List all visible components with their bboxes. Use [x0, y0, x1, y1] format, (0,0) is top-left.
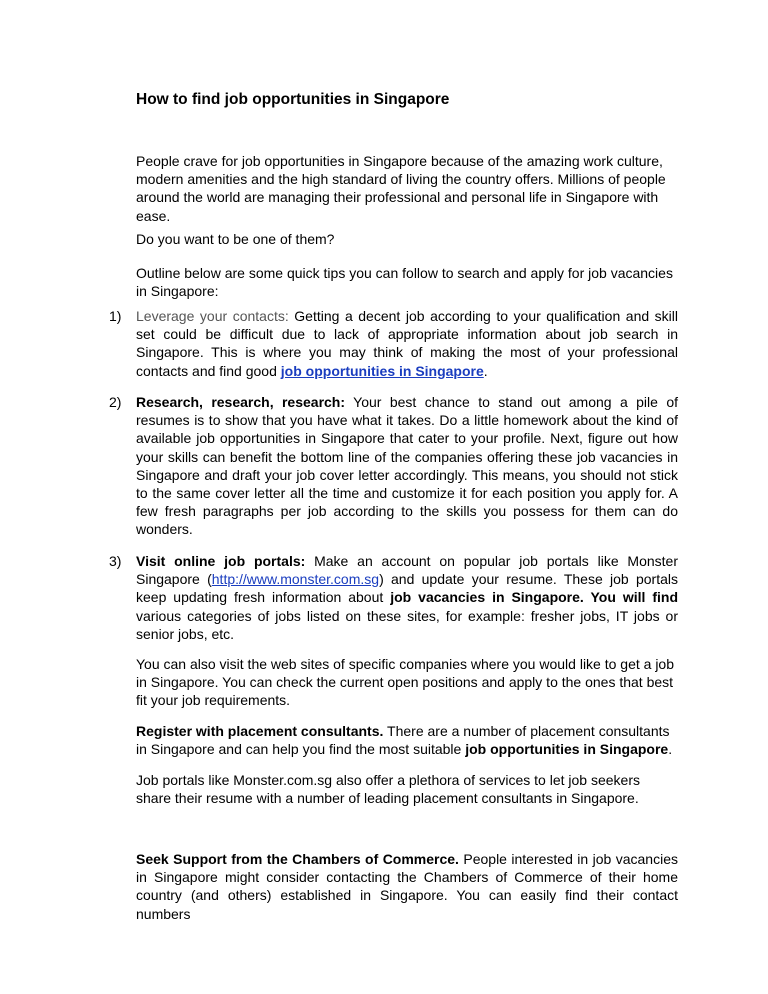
consultants-body: There are a number of placement consultants in Singapore and can help you find the most suitable [136, 723, 670, 758]
item-3-body-b: ) and update your resume. These job portals keep updating fresh information about [136, 571, 678, 606]
list-number-2: 2) [109, 394, 122, 410]
list-item-3 [136, 552, 678, 643]
list-number-1: 1) [109, 308, 122, 324]
chambers-lead: Seek Support from the Chambers of Commerce. [136, 851, 459, 867]
chambers-paragraph [136, 850, 678, 923]
list-number-3: 3) [109, 553, 122, 569]
question-paragraph: Do you want to be one of them? [136, 231, 335, 247]
page-title: How to find job opportunities in Singapore [136, 91, 450, 108]
intro-paragraph: People crave for job opportunities in Singapore because of the amazing work culture, modern amenities and the high standard of living the country offers. Millions of people around the world are managing their professional and personal life in Singapore with ease. [136, 153, 666, 224]
portals-paragraph: Job portals like Monster.com.sg also offer a plethora of services to let job seekers share their resume with a number of leading placement consultants in Singapore. [136, 772, 640, 807]
item-2-body: Your best chance to stand out among a pile of resumes is to show that you have what it takes. Do a little homework about the kind of available job opportunities in Singapore that cater to your profile. Next, figure out how your skills can benefit the bottom line of the companies offering these job vacancies in Singapore and draft your job cover letter accordingly. This means, you should not stick to the same cover letter all the time and customize it for each position you apply for. A few fresh paragraphs per job according to the skills you possess for them can do wonders. [136, 394, 679, 538]
list-item-2 [136, 393, 678, 539]
item-1-lead: Leverage your contacts: [136, 308, 289, 324]
job-opportunities-link[interactable]: job opportunities in Singapore [280, 362, 484, 379]
consultants-bold-tail: job opportunities in Singapore [465, 741, 669, 758]
chambers-body: People interested in job vacancies in Singapore might consider contacting the Chambers of Commerce of their home country (and others) established in Singapore. You can easily find their contact numbers [136, 851, 678, 922]
consultants-lead: Register with placement consultants. [136, 723, 384, 739]
list-item-1 [136, 307, 678, 380]
item-3-bold-mid: job vacancies in Singapore. You will find [390, 589, 679, 606]
monster-url-link[interactable]: http://www.monster.com.sg [211, 571, 380, 588]
item-2-lead: Research, research, research: [136, 394, 346, 410]
item-1-body: Getting a decent job according to your qualification and skill set could be difficult due to lack of appropriate information about job search in Singapore. This is where you may think of making the most of your professional contacts and find good [136, 308, 679, 379]
item-3-body-c: various categories of jobs listed on these sites, for example: fresher jobs, IT jobs or senior jobs, etc. [136, 607, 678, 642]
item-3-body-a: Make an account on popular job portals like Monster Singapore ( [136, 553, 678, 588]
consultants-end: . [668, 741, 673, 758]
outline-paragraph: Outline below are some quick tips you can follow to search and apply for job vacancies in Singapore: [136, 265, 673, 300]
consultants-paragraph [136, 722, 678, 758]
websites-paragraph: You can also visit the web sites of specific companies where you would like to get a job in Singapore. You can check the current open positions and apply to the ones that best fit your job requirements. [136, 656, 675, 709]
item-1-tail: . [483, 362, 488, 379]
item-3-lead: Visit online job portals: [136, 553, 306, 569]
